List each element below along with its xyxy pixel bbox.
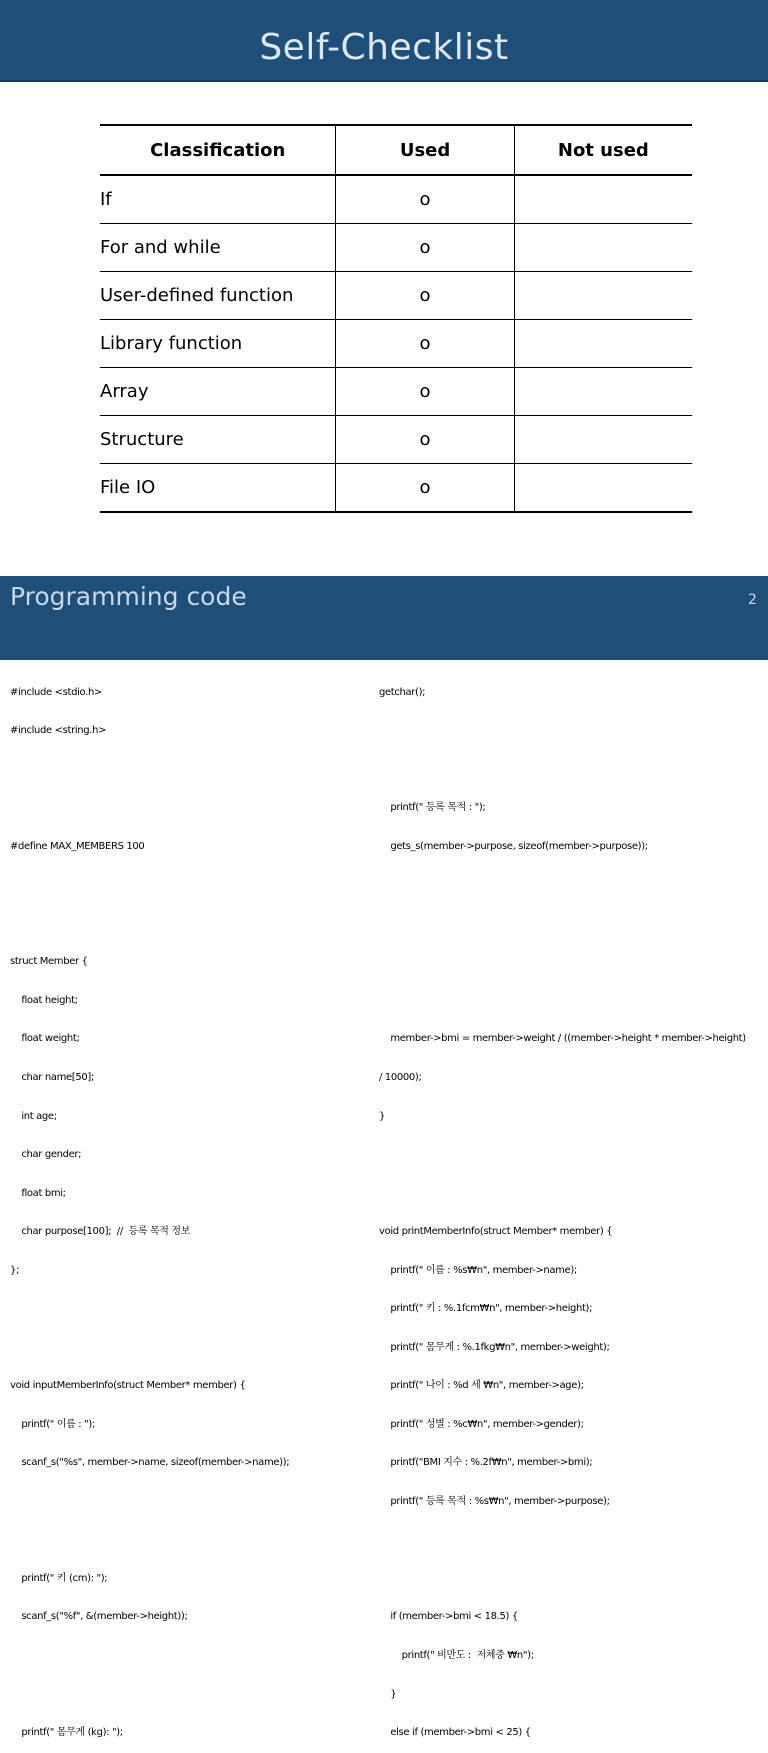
code-line: printf("BMI 지수 : %.2f₩n", member->bmi); [379,1457,593,1469]
code-line: float weight; [10,1033,80,1045]
code-line [379,1188,763,1201]
cell-classification: For and while [100,224,336,272]
code-line [10,764,360,777]
code-line [10,918,360,931]
code-line: scanf_s("%s", member->name, sizeof(member->name)); [10,1457,290,1469]
checklist-table [100,124,692,513]
code-line [10,1342,360,1355]
cell-classification: Structure [100,416,336,464]
cell-not-used [514,368,692,416]
cell-not-used [514,224,692,272]
code-line: #define MAX_MEMBERS 100 [10,840,145,852]
header-used: Used [336,125,514,175]
cell-not-used [514,464,692,513]
code-column-left [10,661,360,1753]
code-line: printf(" 이름 : %s₩n", member->name); [379,1264,577,1276]
cell-not-used [514,175,692,224]
header-not-used: Not used [514,125,692,175]
code-line: / 10000); [379,1072,422,1083]
cell-classification: Library function [100,320,336,368]
code-line: char gender; [10,1149,82,1161]
code-line: getchar(); [379,686,426,698]
code-line: if (member->bmi < 18.5) { [379,1611,518,1623]
code-line [379,1534,763,1547]
code-line: gets_s(member->purpose, sizeof(member->purpose)); [379,840,648,852]
cell-used: o [336,224,514,272]
code-line [379,879,763,892]
cell-not-used [514,416,692,464]
code-line: printf(" 등록 목적 : "); [379,802,486,814]
code-line [10,1650,360,1663]
cell-used: o [336,175,514,224]
cell-classification: User-defined function [100,272,336,320]
header-classification: Classification [100,125,336,175]
code-line [10,1689,360,1702]
code-line [379,918,763,931]
code-line: scanf_s("%f", &(member->height)); [10,1611,188,1623]
code-line: member->bmi = member->weight / ((member->height * member->height) [379,1033,746,1045]
code-line: } [379,1688,397,1700]
table-row [100,224,692,272]
cell-not-used [514,272,692,320]
checklist-header-row [100,125,692,175]
code-line [379,1573,763,1586]
code-line: printf(" 등록 목적 : %s₩n", member->purpose); [379,1495,610,1507]
code-line: printf(" 몸무게 (kg): "); [10,1727,123,1739]
code-line: printf(" 키 (cm): "); [10,1572,108,1584]
table-row [100,464,692,513]
code-line: printf(" 성별 : %c₩n", member->gender); [379,1418,584,1430]
cell-not-used [514,320,692,368]
table-row [100,272,692,320]
code-line: void inputMemberInfo(struct Member* member) { [10,1380,246,1392]
code-line [10,879,360,892]
code-line [379,1149,763,1162]
code-line: } [379,1110,386,1122]
code-line: int age; [10,1110,57,1122]
cell-used: o [336,320,514,368]
code-line: float height; [10,994,78,1006]
table-row [100,175,692,224]
code-line [379,725,763,738]
table-row [100,416,692,464]
code-line: printf(" 나이 : %d 세 ₩n", member->age); [379,1380,584,1392]
code-line: }; [10,1264,20,1276]
cell-classification: If [100,175,336,224]
page-number: 2 [748,592,757,608]
code-line [10,802,360,815]
table-row [100,368,692,416]
code-line: #include <stdio.h> [10,686,102,698]
cell-classification: Array [100,368,336,416]
code-line: void printMemberInfo(struct Member* member) { [379,1226,613,1238]
code-line: printf(" 몸무게 : %.1fkg₩n", member->weight); [379,1341,610,1353]
cell-used: o [336,368,514,416]
slide1-title: Self-Checklist [259,27,509,68]
code-line: printf(" 이름 : "); [10,1418,95,1430]
code-line: float bmi; [10,1187,66,1199]
code-column-right [379,661,763,1753]
code-line: printf(" 키 : %.1fcm₩n", member->height); [379,1303,593,1315]
code-line [379,956,763,969]
code-line: #include <string.h> [10,725,107,737]
code-line: else if (member->bmi < 25) { [379,1727,531,1739]
code-line: char name[50]; [10,1072,94,1083]
code-line: struct Member { [10,956,88,968]
code-line: char purpose[100]; // 등록 목적 정보 [10,1226,191,1238]
code-line [10,1496,360,1509]
cell-used: o [336,464,514,513]
code-line [379,995,763,1008]
code-line: printf(" 비만도 : 저체중 ₩n"); [379,1649,534,1661]
code-line [379,764,763,777]
code-line [10,1303,360,1316]
cell-classification: File IO [100,464,336,513]
slide2-title: Programming code [10,582,247,611]
cell-used: o [336,272,514,320]
code-line [10,1534,360,1547]
cell-used: o [336,416,514,464]
table-row [100,320,692,368]
